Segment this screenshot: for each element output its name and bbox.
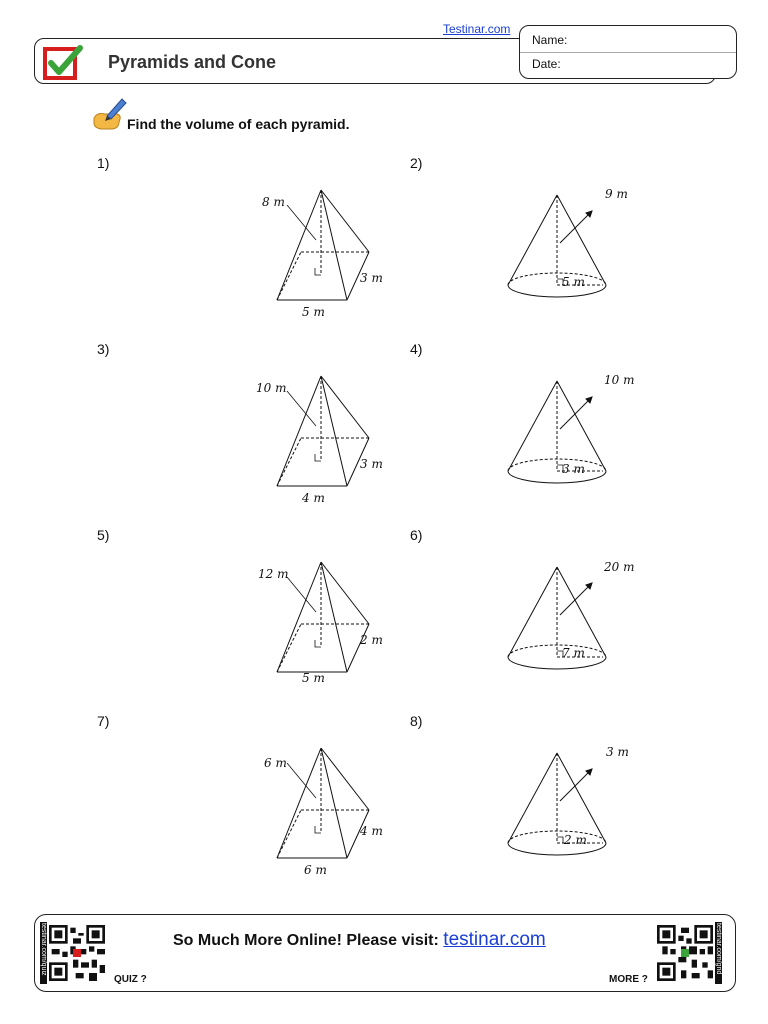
writing-hand-icon <box>91 96 127 132</box>
problem-number: 4) <box>410 341 423 357</box>
more-qr-block[interactable] <box>657 920 729 986</box>
quiz-qr-block[interactable] <box>40 920 112 986</box>
pyramid-figure <box>250 557 390 692</box>
cone-figure <box>500 743 640 863</box>
problem-number: 6) <box>410 527 423 543</box>
slant-label: 9 m <box>605 187 628 201</box>
radius-label: 2 m <box>564 833 587 847</box>
depth-label: 3 m <box>360 457 383 471</box>
pyramid-figure <box>250 743 390 878</box>
height-label: 6 m <box>264 756 287 770</box>
depth-label: 2 m <box>360 633 383 647</box>
date-label: Date: <box>532 57 561 71</box>
problem-number: 5) <box>97 527 110 543</box>
footer-promo <box>173 929 546 951</box>
problem-number: 1) <box>97 155 110 171</box>
quiz-qr-caption: testinar.com/quiz <box>40 922 47 984</box>
name-label: Name: <box>532 33 568 47</box>
width-label: 4 m <box>302 491 325 505</box>
height-label: 10 m <box>256 381 287 395</box>
checkbox-logo-icon <box>42 44 84 82</box>
width-label: 5 m <box>302 671 325 685</box>
cone-figure <box>500 557 640 677</box>
instruction-text: Find the volume of each pyramid. <box>127 116 350 132</box>
width-label: 5 m <box>302 305 325 319</box>
problem-number: 2) <box>410 155 423 171</box>
site-link[interactable]: Testinar.com <box>443 22 511 36</box>
footer-link[interactable]: testinar.com <box>443 929 546 950</box>
slant-label: 10 m <box>604 373 635 387</box>
depth-label: 4 m <box>360 824 383 838</box>
radius-label: 7 m <box>562 646 585 660</box>
cone-figure <box>500 185 640 305</box>
problem-number: 3) <box>97 341 110 357</box>
radius-label: 5 m <box>562 275 585 289</box>
more-qr-caption: testinar.com/grid <box>715 922 722 984</box>
more-label[interactable]: MORE ? <box>609 974 648 985</box>
worksheet-title: Pyramids and Cone <box>108 52 277 72</box>
qr-code-icon <box>49 925 105 981</box>
radius-label: 3 m <box>562 462 585 476</box>
cone-figure <box>500 371 640 491</box>
footer-promo-text: So Much More Online! Please visit: <box>173 932 439 949</box>
depth-label: 3 m <box>360 271 383 285</box>
slant-label: 20 m <box>604 560 635 574</box>
slant-label: 3 m <box>606 745 629 759</box>
pyramid-figure <box>250 185 390 320</box>
name-date-box <box>519 25 737 79</box>
problem-number: 7) <box>97 713 110 729</box>
width-label: 6 m <box>304 863 327 877</box>
height-label: 12 m <box>258 567 289 581</box>
quiz-label[interactable]: QUIZ ? <box>114 974 147 985</box>
problem-number: 8) <box>410 713 423 729</box>
height-label: 8 m <box>262 195 285 209</box>
qr-code-icon <box>657 925 713 981</box>
pyramid-figure <box>250 371 390 506</box>
